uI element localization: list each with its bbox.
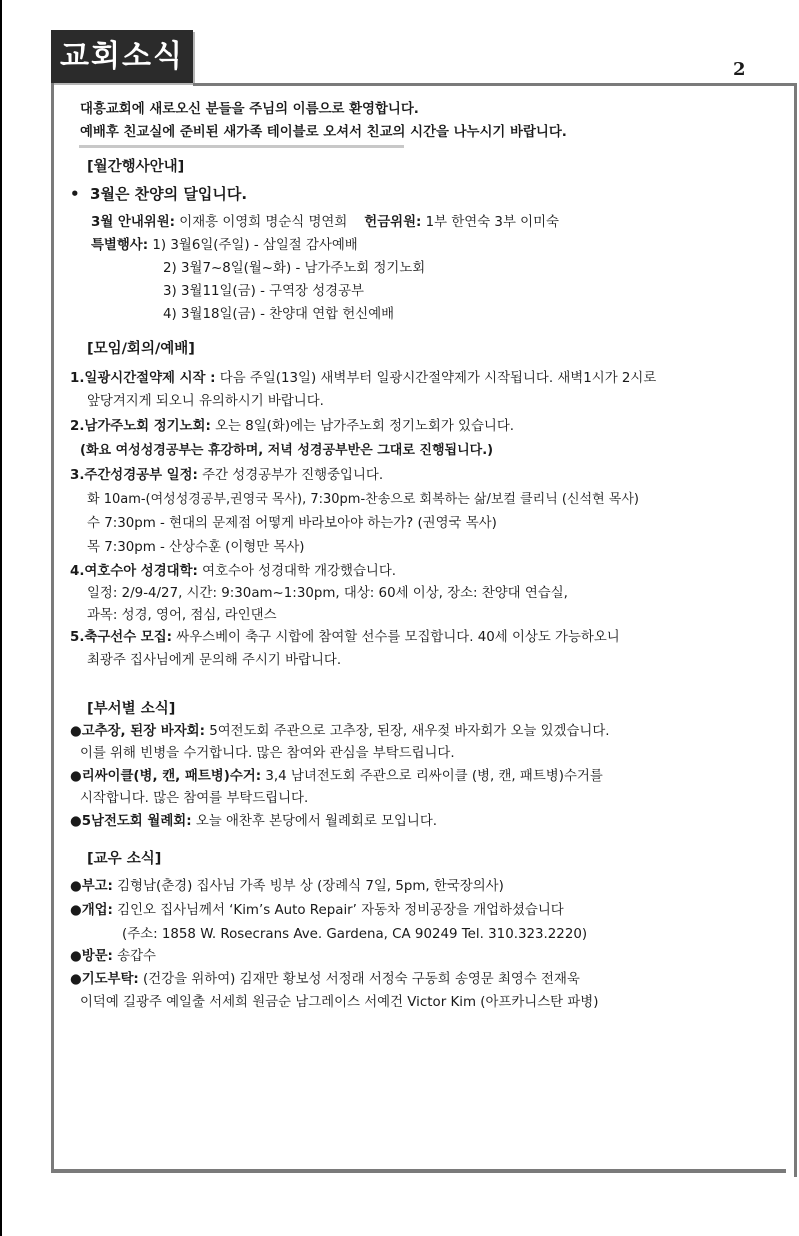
- special-item-3: 3) 3월11일(금) - 구역장 성경공부: [163, 284, 364, 299]
- member-2-label: 개업:: [81, 903, 113, 918]
- meeting-5-text: 싸우스베이 축구 시합에 참여할 선수를 모집합니다. 40세 이상도 가능하오니: [172, 630, 620, 645]
- meeting-3-label: 3.주간성경공부 일정:: [70, 468, 198, 483]
- bullet: ●: [70, 903, 82, 918]
- page-number: 2: [733, 59, 746, 80]
- member-1-text: 김형남(춘경) 집사님 가족 빙부 상 (장례식 7일, 5pm, 한국장의사): [112, 879, 504, 894]
- meeting-4-line-1: 일정: 2/9-4/27, 시간: 9:30am~1:30pm, 대상: 60세 이상, 장소: 찬양대 연습실,: [87, 586, 568, 601]
- meeting-4-label: 4.여호수아 성경대학:: [70, 564, 198, 579]
- dept-3-label: 5남전도회 월례회:: [81, 814, 192, 829]
- dept-item-3: [70, 813, 437, 831]
- welcome-line-2: 예배후 친교실에 준비된 새가족 테이블로 오셔서 친교의 시간을 나누시기 바랍니다.: [80, 125, 567, 140]
- special-item-4: 4) 3월18일(금) - 찬양대 연합 헌신예배: [163, 307, 395, 322]
- dept-2-label: 리싸이클(병, 캔, 패트병)수거:: [81, 769, 262, 784]
- member-item-2: [70, 902, 564, 920]
- member-4-text: (건강을 위하여) 김재만 황보성 서정래 서정숙 구동희 송영문 최영수 전재욱: [138, 972, 580, 987]
- member-4-cont: 이덕예 길광주 예일출 서세희 원금순 남그레이스 서예건 Victor Kim (아프카니스탄 파병): [80, 995, 599, 1010]
- meeting-3-line-2: 수 7:30pm - 현대의 문제점 어떻게 바라보아야 하는가? (권영국 목사): [87, 516, 497, 531]
- meeting-4-text: 여호수아 성경대학 개강했습니다.: [197, 564, 397, 579]
- meeting-1-text: 다음 주일(13일) 새벽부터 일광시간절약제가 시작됩니다. 새벽1시가 2시로: [215, 371, 657, 386]
- special-label: 특별행사:: [91, 238, 149, 253]
- page-title: 교회소식: [60, 39, 184, 74]
- member-1-label: 부고:: [81, 879, 113, 894]
- meeting-1-cont: 앞당겨지게 되오니 유의하시기 바랍니다.: [87, 394, 324, 409]
- member-3-text: 송갑수: [112, 949, 156, 964]
- member-3-label: 방문:: [81, 949, 113, 964]
- welcome-line-1: 대흥교회에 새로오신 분들을 주님의 이름으로 환영합니다.: [80, 102, 419, 117]
- bullet: ●: [70, 949, 82, 964]
- frame-right-border: [794, 83, 797, 1177]
- member-4-label: 기도부탁:: [81, 972, 139, 987]
- bullet: ●: [70, 879, 82, 894]
- section-heading-members: [교우 소식]: [87, 851, 162, 867]
- section-heading-monthly: [월간행사안내]: [87, 159, 185, 175]
- member-2-cont: (주소: 1858 W. Rosecrans Ave. Gardena, CA 90249 Tel. 310.323.2220): [122, 927, 588, 942]
- special-item-1: 1) 3월6일(주일) - 삼일절 감사예배: [148, 238, 358, 253]
- meeting-5-label: 5.축구선수 모집:: [70, 630, 173, 645]
- member-item-4: [70, 971, 580, 989]
- bullet: ●: [70, 724, 82, 739]
- page-edge-line: [0, 0, 2, 1236]
- ushers-label: 3월 안내위원:: [91, 215, 176, 230]
- dept-1-text: 5여전도회 주관으로 고추장, 된장, 새우젖 바자회가 오늘 있겠습니다.: [204, 724, 610, 739]
- meeting-1-label: 1.일광시간절약제 시작 :: [70, 371, 216, 386]
- meeting-item-5: [70, 629, 620, 647]
- meeting-2-text: 오는 8일(화)에는 남가주노회 정기노회가 있습니다.: [210, 419, 515, 434]
- dept-1-cont: 이를 위해 빈병을 수거합니다. 많은 참여와 관심을 부탁드립니다.: [80, 746, 455, 761]
- meeting-item-4: [70, 563, 396, 581]
- section-heading-meetings: [모임/회의/예배]: [87, 341, 195, 357]
- section-heading-departments: [부서별 소식]: [87, 701, 176, 717]
- special-item-2: 2) 3월7~8일(월~화) - 남가주노회 정기노회: [163, 261, 426, 276]
- dept-item-1: [70, 723, 610, 741]
- meeting-item-3: [70, 467, 383, 485]
- dept-2-text: 3,4 남녀전도회 주관으로 리싸이클 (병, 캔, 패트병)수거를: [261, 769, 603, 784]
- meeting-3-text: 주간 성경공부가 진행중입니다.: [197, 468, 384, 483]
- bullet: ●: [70, 769, 82, 784]
- dept-item-2: [70, 768, 603, 786]
- member-item-1: [70, 878, 504, 896]
- meeting-5-cont: 최광주 집사님에게 문의해 주시기 바랍니다.: [87, 653, 342, 668]
- offering-names: 1부 한연숙 3부 이미숙: [421, 215, 559, 230]
- meeting-item-1: [70, 370, 656, 388]
- bullet: ●: [70, 814, 82, 829]
- bullet: ●: [70, 972, 82, 987]
- theme-line: [70, 185, 247, 203]
- meeting-2-note: (화요 여성성경공부는 휴강하며, 저녁 성경공부반은 그대로 진행됩니다.): [80, 443, 494, 458]
- monthly-theme: 3월은 찬양의 달입니다.: [90, 185, 248, 203]
- dept-1-label: 고추장, 된장 바자회:: [81, 724, 205, 739]
- special-line-1: [91, 237, 358, 255]
- dept-3-text: 오늘 애찬후 본당에서 월례회로 모입니다.: [191, 814, 438, 829]
- ushers-names: 이재흥 이영희 명순식 명연희: [175, 215, 348, 230]
- meeting-3-line-1: 화 10am-(여성성경공부,권영국 목사), 7:30pm-찬송으로 회복하는 삶/보컬 클리닉 (신석현 목사): [87, 492, 639, 507]
- meeting-4-line-2: 과목: 성경, 영어, 점심, 라인댄스: [87, 608, 277, 623]
- meeting-item-2: [70, 418, 514, 436]
- offering-label: 헌금위원:: [364, 215, 422, 230]
- member-item-3: [70, 948, 156, 966]
- meeting-3-line-3: 목 7:30pm - 산상수훈 (이형만 목사): [87, 540, 305, 555]
- dept-2-cont: 시작합니다. 많은 참여를 부탁드립니다.: [80, 791, 309, 806]
- welcome-underline: [79, 145, 404, 148]
- member-2-text: 김인오 집사님께서 ‘Kim’s Auto Repair’ 자동차 정비공장을 개업하셨습니다: [112, 903, 564, 918]
- bullet: •: [70, 185, 80, 203]
- committee-line: [91, 214, 559, 232]
- meeting-2-label: 2.남가주노회 정기노회:: [70, 419, 211, 434]
